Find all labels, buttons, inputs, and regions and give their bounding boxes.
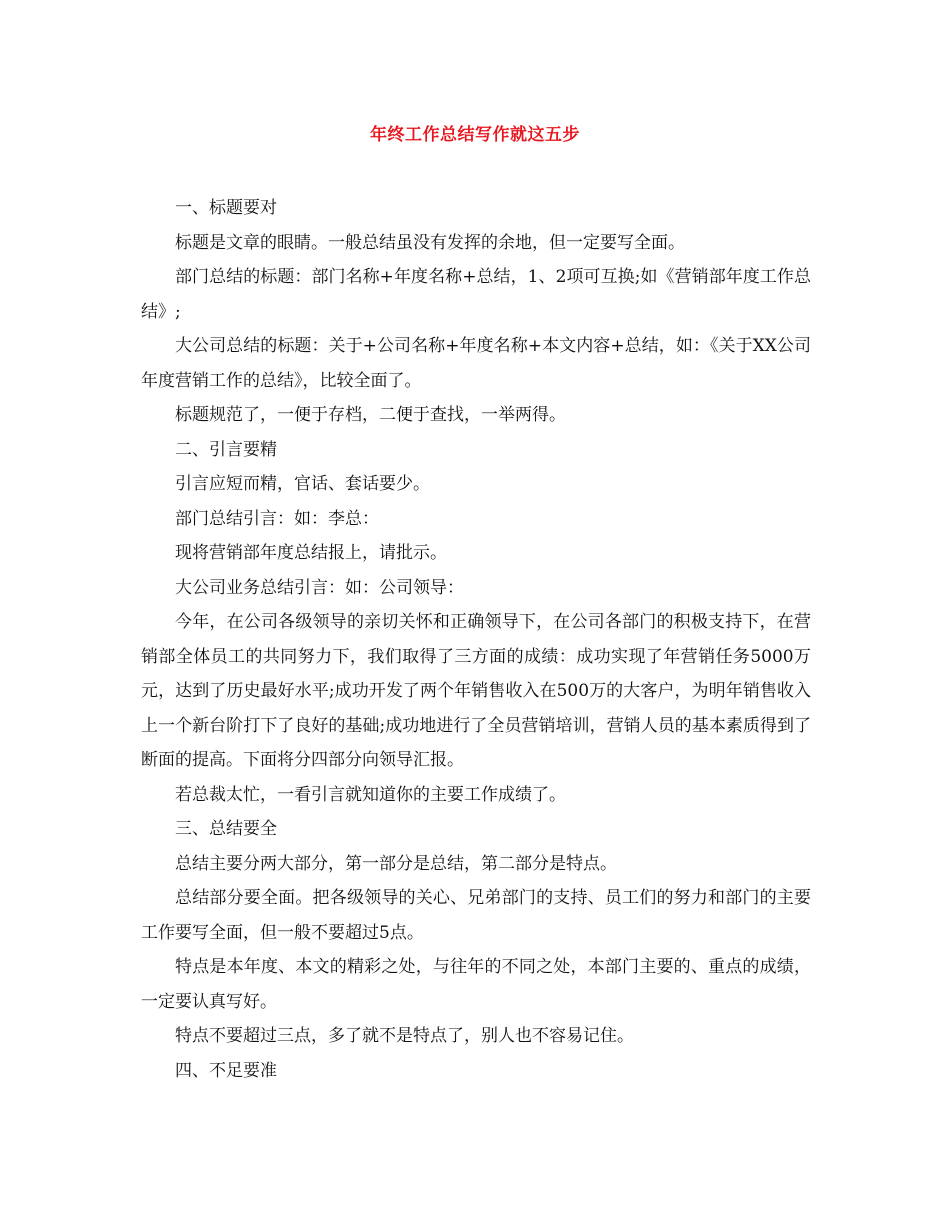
section-heading: 一、标题要对 [175, 198, 277, 218]
paragraph: 特点不要超过三点，多了就不是特点了，别人也不容易记住。 [175, 1026, 634, 1046]
paragraph: 标题是文章的眼睛。一般总结虽没有发挥的余地，但一定要写全面。 [175, 232, 685, 253]
document-body [141, 191, 811, 1088]
paragraph: 部门总结引言：如：李总： [175, 508, 379, 529]
paragraph: 总结部分要全面。把各级领导的关心、兄弟部门的支持、员工们的努力和部门的主要工作要写全面，但一般不要超过5点。 [141, 888, 811, 943]
paragraph: 部门总结的标题：部门名称+年度名称+总结，1、2项可互换;如《营销部年度工作总结》; [141, 267, 811, 322]
paragraph: 现将营销部年度总结报上，请批示。 [175, 543, 447, 563]
paragraph: 今年，在公司各级领导的亲切关怀和正确领导下，在公司各部门的积极支持下，在营销部全体员工的共同努力下，我们取得了三方面的成绩：成功实现了年营销任务5000万元，达到了历史最好水平;成功开发了两个年销售收入在500万的大客户，为明年销售收入上一个新台阶打下了良好的基础;成功地进行了全员营销培训，营销人员的基本素质得到了断面的提高。下面将分四部分向领导汇报。 [141, 612, 811, 770]
section-heading: 四、不足要准 [175, 1060, 277, 1081]
paragraph: 若总裁太忙，一看引言就知道你的主要工作成绩了。 [175, 784, 566, 805]
paragraph: 特点是本年度、本文的精彩之处，与往年的不同之处，本部门主要的、重点的成绩，一定要认真写好。 [141, 957, 811, 1012]
paragraph: 大公司业务总结引言：如：公司领导： [175, 577, 464, 598]
paragraph: 引言应短而精，官话、套话要少。 [175, 474, 430, 494]
section-heading: 三、总结要全 [175, 819, 277, 839]
section-heading: 二、引言要精 [175, 439, 277, 460]
document-title: 年终工作总结写作就这五步 [370, 125, 580, 145]
paragraph: 大公司总结的标题：关于+公司名称+年度名称+本文内容+总结，如：《关于XX公司年度营销工作的总结》，比较全面了。 [141, 336, 811, 391]
paragraph: 总结主要分两大部分，第一部分是总结，第二部分是特点。 [175, 853, 617, 874]
paragraph: 标题规范了，一便于存档，二便于查找，一举两得。 [175, 405, 566, 425]
